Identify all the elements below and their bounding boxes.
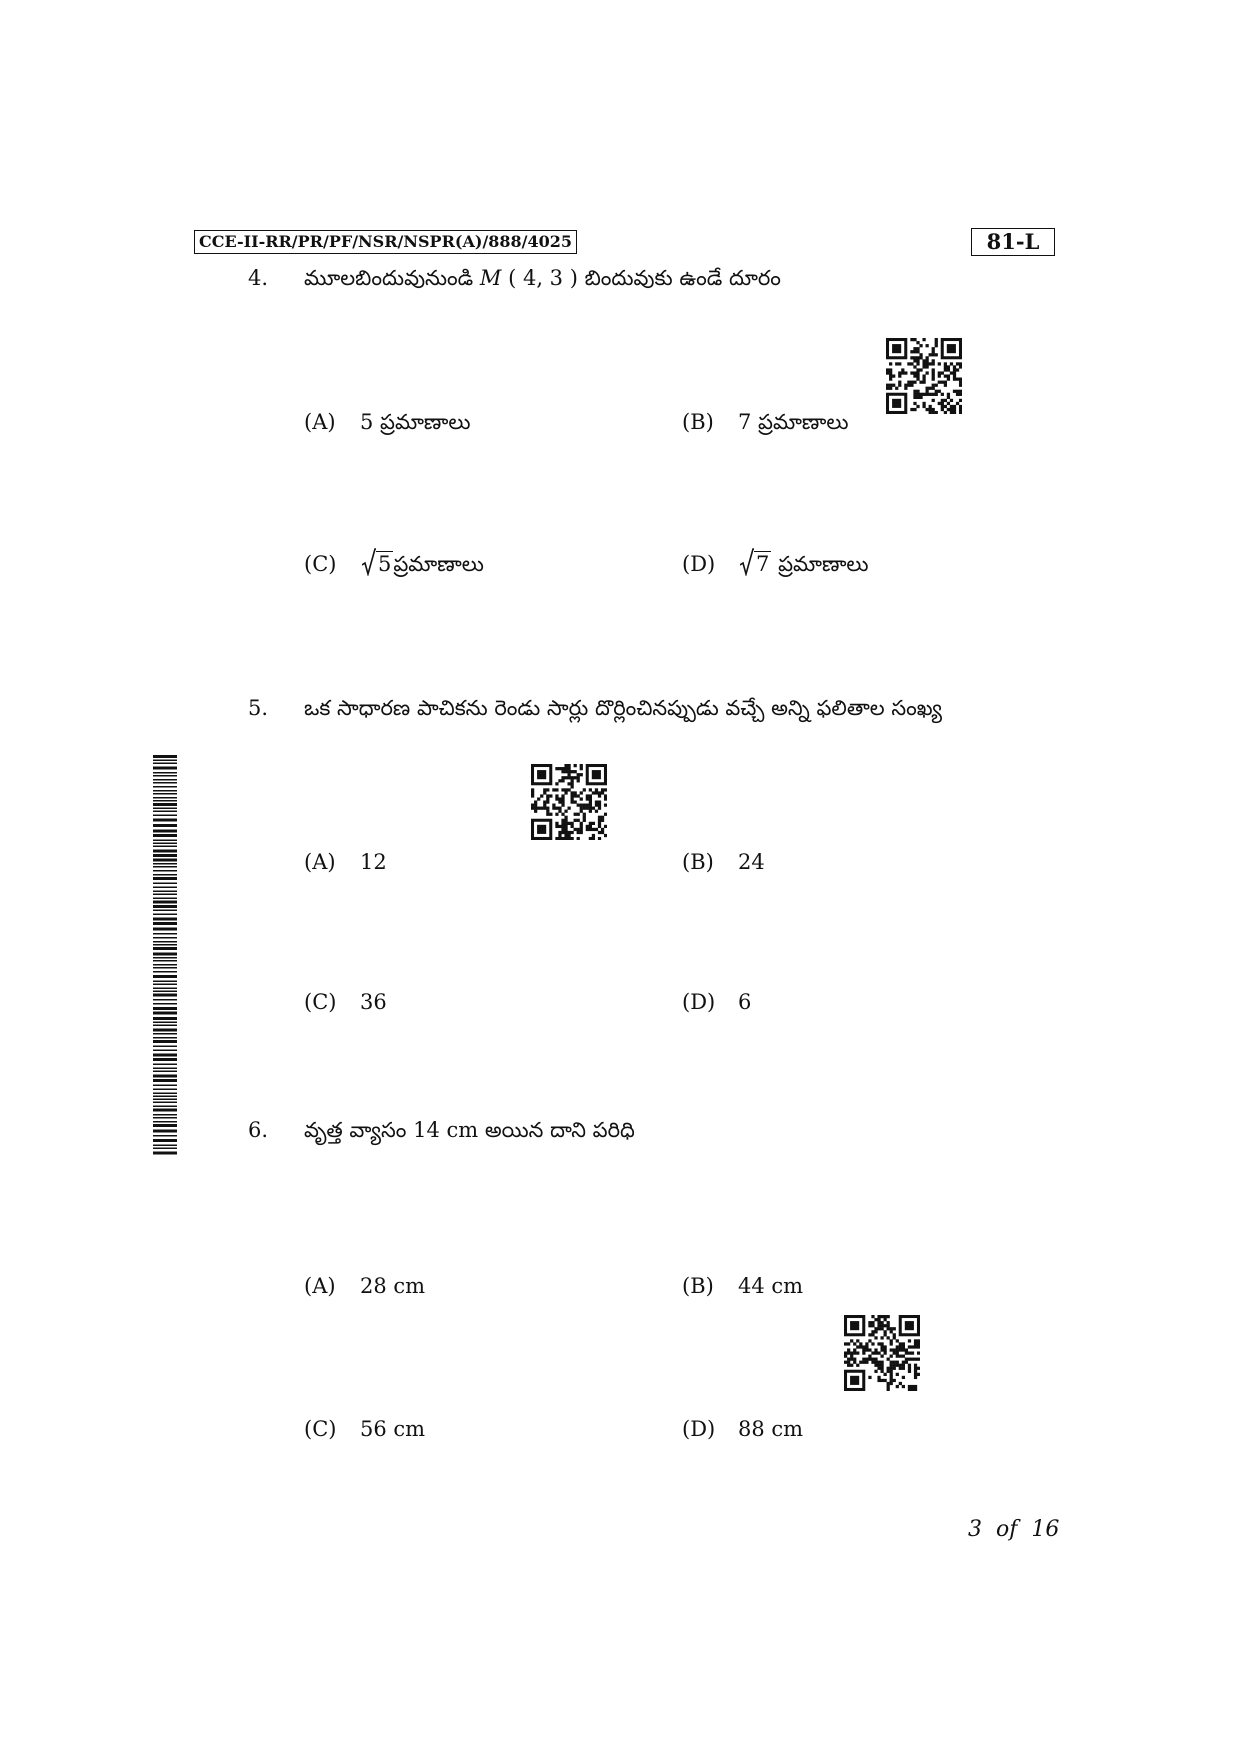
question-number: 6. bbox=[248, 1118, 269, 1142]
square-root bbox=[362, 552, 393, 576]
option-value: 56 cm bbox=[360, 1417, 426, 1441]
qr-code-icon bbox=[844, 1315, 920, 1391]
question-text-part: మూలబిందువునుండి bbox=[304, 266, 480, 290]
radicand: 5 bbox=[378, 552, 392, 576]
option-c bbox=[304, 990, 387, 1014]
qr-code bbox=[531, 764, 607, 840]
radical-sign-icon bbox=[740, 548, 754, 576]
option-c bbox=[304, 1417, 425, 1441]
question-text bbox=[304, 266, 781, 296]
barcode bbox=[153, 755, 177, 1155]
question-paper-code: CCE-II-RR/PR/PF/NSR/NSPR(A)/888/4025 bbox=[194, 230, 577, 254]
option-value: 5 ప్రమాణాలు bbox=[360, 410, 471, 434]
qr-code-icon bbox=[531, 764, 607, 840]
page-current: 3 bbox=[968, 1517, 982, 1542]
question-number: 5. bbox=[248, 696, 269, 720]
option-d bbox=[682, 990, 751, 1014]
option-a bbox=[304, 1274, 425, 1298]
qr-code-icon bbox=[886, 338, 962, 414]
paper-number-box: 81-L bbox=[971, 228, 1055, 256]
option-label: (B) bbox=[682, 1274, 714, 1298]
option-a bbox=[304, 850, 387, 874]
option-label: (A) bbox=[304, 410, 336, 434]
page-of: of bbox=[996, 1517, 1018, 1542]
option-label: (D) bbox=[682, 552, 716, 576]
option-b bbox=[682, 1274, 803, 1298]
page-total: 16 bbox=[1031, 1517, 1060, 1542]
option-label: (B) bbox=[682, 410, 714, 434]
option-value: 28 cm bbox=[360, 1274, 426, 1298]
option-value: 44 cm bbox=[738, 1274, 804, 1298]
option-d bbox=[682, 1417, 803, 1441]
option-value: 88 cm bbox=[738, 1417, 804, 1441]
option-value: 12 bbox=[360, 850, 387, 874]
radical-sign-icon bbox=[362, 548, 376, 576]
option-d bbox=[682, 552, 869, 582]
option-label: (A) bbox=[304, 850, 336, 874]
option-label: (C) bbox=[304, 1417, 337, 1441]
option-value: 24 bbox=[738, 850, 765, 874]
option-a bbox=[304, 410, 471, 440]
option-value: ప్రమాణాలు bbox=[393, 552, 484, 576]
question-text-part: ( 4, 3 ) బిందువుకు ఉండే దూరం bbox=[501, 266, 781, 290]
radicand: 7 bbox=[756, 552, 770, 576]
math-variable: M bbox=[479, 266, 502, 290]
option-c bbox=[304, 552, 484, 582]
qr-code bbox=[886, 338, 962, 414]
page-number bbox=[968, 1517, 1059, 1542]
barcode-icon bbox=[153, 755, 177, 1155]
question-text: ఒక సాధారణ పాచికను రెండు సార్లు దొర్లించినప్పుడు వచ్చే అన్ని ఫలితాల సంఖ్య bbox=[304, 696, 942, 720]
option-label: (C) bbox=[304, 552, 337, 576]
question-number: 4. bbox=[248, 266, 269, 290]
option-label: (C) bbox=[304, 990, 337, 1014]
option-label: (D) bbox=[682, 990, 716, 1014]
option-value: 36 bbox=[360, 990, 387, 1014]
qr-code bbox=[844, 1315, 920, 1391]
option-value: ప్రమాణాలు bbox=[778, 552, 869, 576]
option-label: (B) bbox=[682, 850, 714, 874]
option-b bbox=[682, 850, 765, 874]
option-label: (D) bbox=[682, 1417, 716, 1441]
option-value: 6 bbox=[738, 990, 752, 1014]
square-root bbox=[740, 552, 771, 576]
question-text: వృత్త వ్యాసం 14 cm అయిన దాని పరిధి bbox=[304, 1118, 635, 1142]
option-b bbox=[682, 410, 849, 440]
option-label: (A) bbox=[304, 1274, 336, 1298]
option-value: 7 ప్రమాణాలు bbox=[738, 410, 849, 434]
